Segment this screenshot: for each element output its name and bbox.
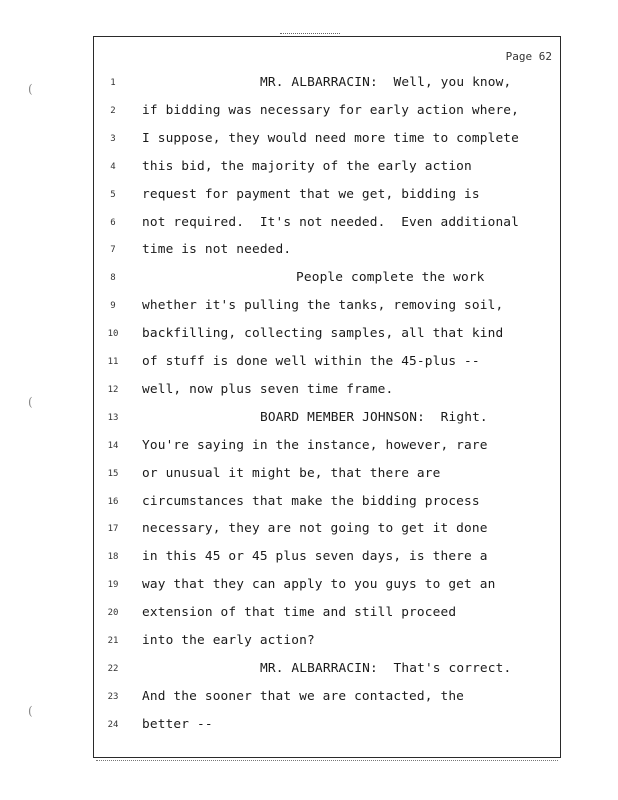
line-number: 5 [110,189,116,200]
transcript-page [93,36,561,758]
line-text: circumstances that make the bidding process [142,493,480,509]
line-text: request for payment that we get, bidding is [142,186,480,202]
line-number: 6 [110,217,116,228]
line-text: this bid, the majority of the early action [142,158,472,174]
transcript-line [94,75,560,95]
line-number: 21 [107,636,119,646]
transcript-line [94,242,560,262]
line-number: 12 [107,384,119,395]
transcript-line [94,661,560,681]
line-number: 20 [107,608,119,619]
line-text: And the sooner that we are contacted, the [142,688,465,704]
line-text: of stuff is done well within the 45-plus -- [142,354,480,369]
line-text: whether it's pulling the tanks, removing soil, [142,298,504,314]
line-text: not required. It's not needed. Even additional [142,214,520,230]
line-text: necessary, they are not going to get it done [142,521,488,537]
margin-mark-2: ( [28,395,33,409]
line-number: 8 [110,273,116,284]
line-number: 22 [107,663,119,674]
line-text: You're saying in the instance, however, rare [142,437,488,453]
transcript-line [94,131,560,151]
transcript-line [94,354,560,374]
line-number: 9 [110,301,116,312]
transcript-line [94,159,560,179]
line-number: 23 [107,691,119,702]
transcript-line [94,103,560,123]
transcript-line [94,577,560,597]
line-text: MR. ALBARRACIN: Well, you know, [260,75,512,90]
line-number: 7 [110,245,116,256]
line-text: People complete the work [296,270,485,286]
line-text: time is not needed. [142,242,292,258]
transcript-line [94,326,560,346]
line-text: way that they can apply to you guys to get an [142,577,496,593]
line-number: 2 [110,105,116,116]
line-text: or unusual it might be, that there are [142,465,441,481]
line-text: I suppose, they would need more time to complete [142,130,520,146]
line-text: better -- [142,716,213,732]
transcript-line [94,466,560,486]
page-number: Page 62 [505,50,552,63]
line-number: 3 [110,133,116,144]
transcript-line [94,633,560,653]
line-text: BOARD MEMBER JOHNSON: Right. [260,409,488,425]
transcript-line [94,187,560,207]
line-text: if bidding was necessary for early action where, [142,102,520,118]
margin-mark-1: ( [28,82,33,96]
transcript-line [94,549,560,569]
margin-mark-3: ( [28,704,33,718]
line-number: 14 [107,440,119,451]
line-number: 1 [110,78,116,88]
transcript-line [94,298,560,318]
line-number: 4 [110,161,116,172]
transcript-line [94,521,560,541]
line-text: well, now plus seven time frame. [142,381,394,397]
transcript-line [94,438,560,458]
line-number: 19 [107,580,119,591]
line-number: 16 [107,496,119,507]
scan-artifact-bottom [96,760,558,763]
transcript-line [94,605,560,625]
transcript-line [94,717,560,737]
line-number: 11 [107,357,119,367]
line-text: MR. ALBARRACIN: That's correct. [260,660,512,676]
transcript-line [94,382,560,402]
transcript-line [94,410,560,430]
transcript-line [94,270,560,290]
transcript-line [94,689,560,709]
line-number: 10 [107,329,119,340]
line-text: into the early action? [142,633,315,648]
line-number: 17 [107,524,119,535]
transcript-line [94,215,560,235]
line-number: 15 [107,468,119,479]
transcript-line [94,494,560,514]
line-text: backfilling, collecting samples, all that kind [142,326,504,342]
line-number: 13 [107,412,119,423]
line-text: in this 45 or 45 plus seven days, is there a [142,549,488,565]
line-text: extension of that time and still proceed [142,605,457,621]
line-number: 18 [107,552,119,563]
line-number: 24 [107,719,119,730]
